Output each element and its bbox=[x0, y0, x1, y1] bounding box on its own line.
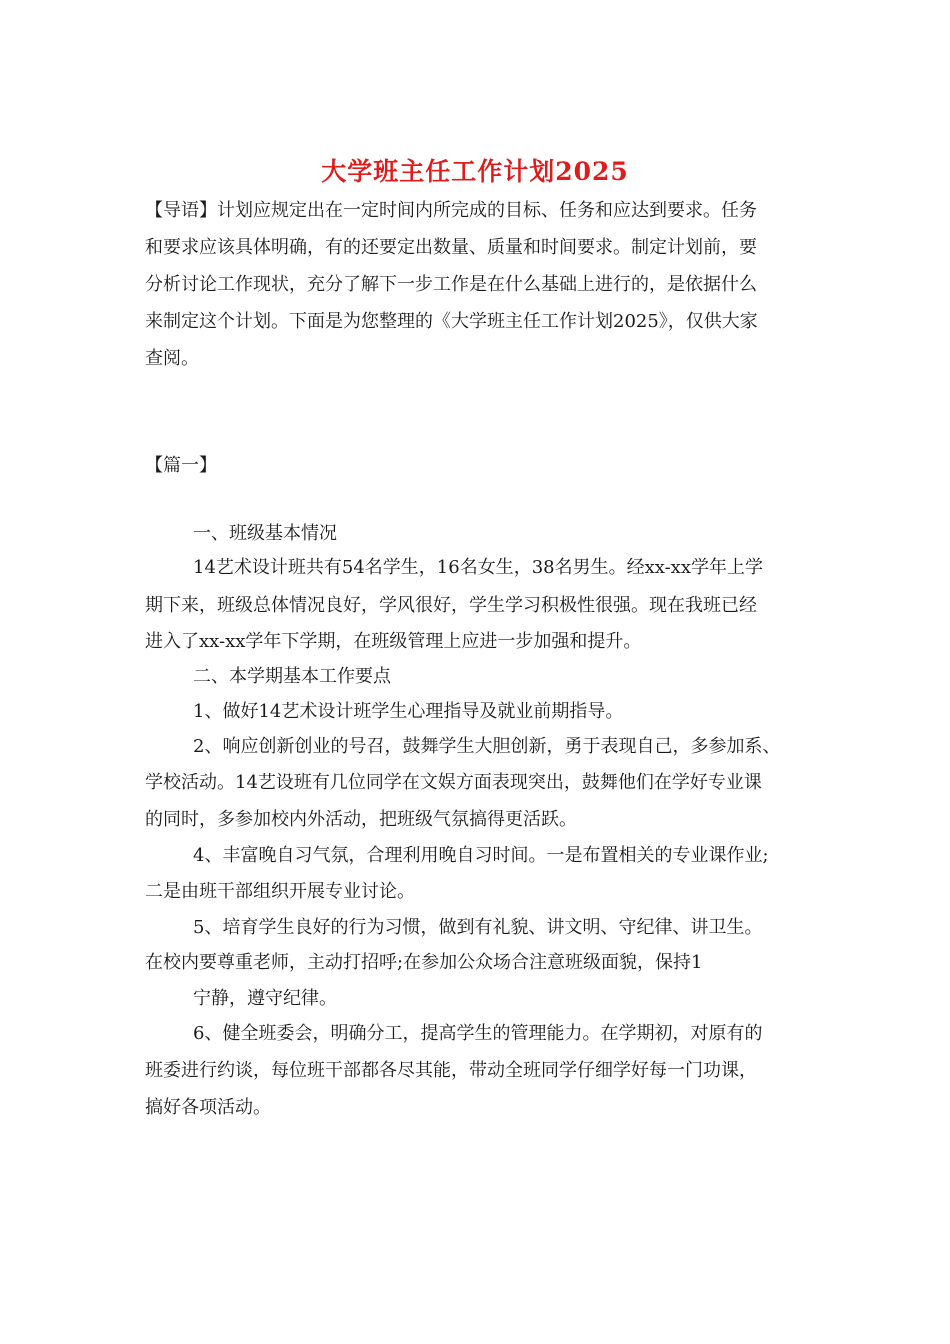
body-line: 14艺术设计班共有54名学生，16名女生，38名男生。经xx-xx学年上学 bbox=[193, 557, 763, 578]
body-line: 班委进行约谈，每位班干部都各尽其能，带动全班同学仔细学好每一门功课， bbox=[145, 1060, 757, 1081]
section-label: 【篇一】 bbox=[145, 455, 217, 476]
body-line: 6、健全班委会，明确分工，提高学生的管理能力。在学期初，对原有的 bbox=[193, 1023, 763, 1044]
intro-line: 查阅。 bbox=[145, 348, 199, 369]
heading-line: 一、班级基本情况 bbox=[193, 523, 337, 544]
intro-line: 来制定这个计划。下面是为您整理的《大学班主任工作计划2025》，仅供大家 bbox=[145, 311, 758, 332]
body-line: 进入了xx-xx学年下学期，在班级管理上应进一步加强和提升。 bbox=[145, 631, 642, 652]
body-line: 1、做好14艺术设计班学生心理指导及就业前期指导。 bbox=[193, 701, 624, 722]
body-line: 二是由班干部组织开展专业讨论。 bbox=[145, 881, 415, 902]
body-line: 搞好各项活动。 bbox=[145, 1097, 271, 1118]
document-title: 大学班主任工作计划2025 bbox=[321, 157, 629, 186]
body-line: 5、培育学生良好的行为习惯，做到有礼貌、讲文明、守纪律、讲卫生。 bbox=[193, 917, 763, 938]
body-line: 4、丰富晚自习气氛，合理利用晚自习时间。一是布置相关的专业课作业; bbox=[193, 845, 769, 866]
body-line: 期下来，班级总体情况良好，学风很好，学生学习积极性很强。现在我班已经 bbox=[145, 595, 757, 616]
intro-line: 分析讨论工作现状，充分了解下一步工作是在什么基础上进行的，是依据什么 bbox=[145, 274, 757, 295]
intro-line: 【导语】计划应规定出在一定时间内所完成的目标、任务和应达到要求。任务 bbox=[145, 200, 757, 221]
body-line: 在校内要尊重老师，主动打招呼;在参加公众场合注意班级面貌，保持1 bbox=[145, 952, 703, 973]
body-line: 的同时，多参加校内外活动，把班级气氛搞得更活跃。 bbox=[145, 809, 577, 830]
body-line: 宁静，遵守纪律。 bbox=[193, 988, 337, 1009]
body-line: 学校活动。14艺设班有几位同学在文娱方面表现突出，鼓舞他们在学好专业课 bbox=[145, 772, 762, 793]
intro-line: 和要求应该具体明确，有的还要定出数量、质量和时间要求。制定计划前，要 bbox=[145, 237, 757, 258]
body-line: 2、响应创新创业的号召，鼓舞学生大胆创新，勇于表现自己，多参加系、 bbox=[193, 736, 781, 757]
heading-line: 二、本学期基本工作要点 bbox=[193, 666, 391, 687]
